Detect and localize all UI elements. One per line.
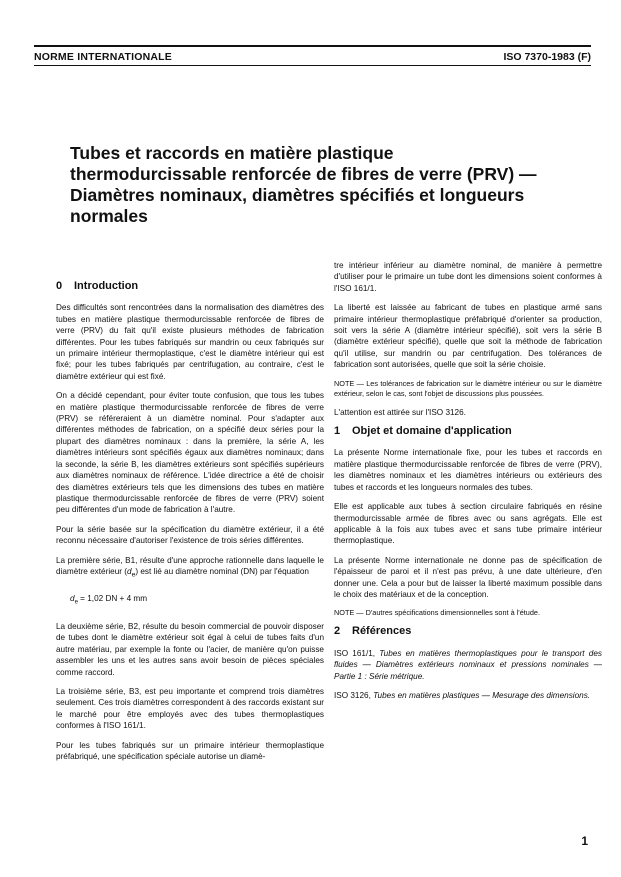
paragraph: Elle est applicable aux tubes à section circulaire fabriqués en résine thermodurcissable armée de fibres avec ou sans agrégats. Elle est applicable à la fois aux tubes avec et sans tube primaire intérieur thermoplastique. <box>334 502 602 546</box>
note: NOTE — D'autres spécifications dimensionnelles sont à l'étude. <box>334 608 540 618</box>
title-line: Diamètres nominaux, diamètres spécifiés et longueurs <box>70 185 525 205</box>
variable: d <box>127 566 132 576</box>
document-title <box>70 143 590 227</box>
paragraph: tre intérieur inférieur au diamètre nominal, de manière à permettre d'utiliser pour le primaire un tube dont les dimensions soient conformes à l'ISO 161/1. <box>334 261 602 293</box>
left-column <box>56 275 324 771</box>
page-header <box>34 45 591 67</box>
title-line: normales <box>70 206 148 226</box>
header-standard-type: NORME INTERNATIONALE <box>34 51 172 63</box>
right-column <box>334 260 602 709</box>
reference-title: Tubes en matières plastiques — Mesurage des dimensions. <box>373 690 591 700</box>
note: NOTE — Les tolérances de fabrication sur le diamètre intérieur ou sur le diamètre extérieur, selon le cas, sont l'objet de discussions plus poussées. <box>334 378 602 398</box>
header-bottom-rule <box>34 65 591 66</box>
section-title: Références <box>352 625 412 638</box>
title-line: thermodurcissable renforcée de fibres de verre (PRV) — <box>70 164 537 184</box>
page-number: 1 <box>581 834 588 848</box>
header-top-rule <box>34 45 591 47</box>
paragraph <box>56 555 324 581</box>
paragraph: La deuxième série, B2, résulte du besoin commercial de pouvoir disposer de tubes dont le diamètre extérieur soit égal à celui de tubes faits d'un autre matériau, par exemple la fonte ou l'acier, de manière qu'on puisse assembler les uns et les autres sans avoir besoin de pièces spéciales comme raccord. <box>56 622 324 677</box>
paragraph: L'attention est attirée sur l'ISO 3126. <box>334 407 466 417</box>
equation-subscript: e <box>74 599 78 606</box>
reference-code: ISO 161/1, <box>334 648 380 658</box>
equation-variable: d <box>70 593 75 603</box>
paragraph: Des difficultés sont rencontrées dans la normalisation des diamètres des tubes en matière plastique thermodurcissable renforcée de fibres de verre (PRV) du fait qu'il existe plusieurs méthodes de fabrication différentes. Pour les tubes fabriqués sur mandrin ou ceux fabriqués sur un primaire intérieur thermoplastique, c'est le diamètre intérieur qui est fixé; pour les tubes fabriqués par centrifugation, au contraire, c'est le diamètre extérieur qui est fixé. <box>56 303 324 381</box>
equation <box>70 593 324 609</box>
section-heading-scope <box>334 426 602 437</box>
paragraph: La présente Norme internationale fixe, pour les tubes et raccords en matière plastique thermodurcissable renforcée de fibres de verre (PRV), les diamètres nominaux et les diamètres intérieurs ou extérieurs des tubes et raccords et les longueurs normales des tubes. <box>334 448 602 492</box>
section-number: 2 <box>334 625 341 638</box>
paragraph-text: ) est lié au diamètre nominal (DN) par l'équation <box>135 566 309 576</box>
reference-item <box>334 648 602 682</box>
reference-code: ISO 3126, <box>334 690 374 700</box>
paragraph: La liberté est laissée au fabricant de tubes en plastique armé sans primaire intérieur thermoplastique préfabriqué d'orienter sa production, soit vers la série A (diamètre intérieur spécifié), soit vers la série B (diamètre extérieur spécifié), quelle que soit la méthode de fabrication qu'il utilise, sur mandrin ou par centrifugation. Des tolérances de fabrication sont autorisées, quelle que soit la série choisie. <box>334 303 602 370</box>
equation-rest: = 1,02 DN + 4 mm <box>77 593 148 603</box>
section-title: Objet et domaine d'application <box>352 425 512 438</box>
section-number: 1 <box>334 425 341 438</box>
reference-item <box>334 690 602 701</box>
section-title: Introduction <box>74 280 139 292</box>
section-heading-references <box>334 626 602 637</box>
subscript: e <box>131 571 136 579</box>
section-heading-introduction <box>56 281 324 292</box>
paragraph: Pour les tubes fabriqués sur un primaire intérieur thermoplastique préfabriqué, une spécification spéciale autorise un diamè- <box>56 740 324 762</box>
section-number: 0 <box>56 280 63 292</box>
paragraph: La présente Norme internationale ne donne pas de spécification de l'épaisseur de paroi et il n'est pas prévu, à une date ultérieure, d'en donner une. Cela a pour but de laisser la liberté maximum possible dans le choix des matériaux et de la conception. <box>334 555 602 599</box>
paragraph: On a décidé cependant, pour éviter toute confusion, que tous les tubes en matière plastique thermodurcissable renforcée de fibres de verre (PRV) se référeraient à un diamètre nominal. Pour s'adapter aux différentes méthodes de fabrication, on a spécifié deux séries pour la plupart des diamètres nominaux : dans la première, la série A, les diamètres intérieurs sont spécifiés égaux aux diamètres nominaux; dans la seconde, la série B, les diamètres extérieurs sont spécifiés supérieurs aux diamètres nominaux de référence. L'idée directrice a été de choisir des diamètres extérieurs tels que les dimensions des tubes en matière plastique thermodurcissable renforcée de fibres de verre (PRV) soient peu différentes d'un mode de fabrication à l'autre. <box>56 391 324 515</box>
paragraph: La troisième série, B3, est peu importante et comprend trois diamètres seulement. Ces trois diamètres correspondent à des raccords existant sur le marché pour être employés avec des tubes thermoplastiques conformes à l'ISO 161/1. <box>56 687 324 731</box>
reference-title: Tubes en matières thermoplastiques pour le transport des fluides — Diamètres extérieurs nominaux et pressions nominales — Partie 1 : Série métrique. <box>334 648 602 681</box>
paragraph-text: La première série, B1, résulte d'une approche rationnelle dans laquelle le diamètre extérieur ( <box>56 555 324 576</box>
paragraph: Pour la série basée sur la spécification du diamètre extérieur, il a été reconnu nécessaire d'autoriser l'existence de trois séries différentes. <box>56 524 324 546</box>
title-line: Tubes et raccords en matière plastique <box>70 143 394 163</box>
header-standard-number: ISO 7370-1983 (F) <box>503 51 591 63</box>
